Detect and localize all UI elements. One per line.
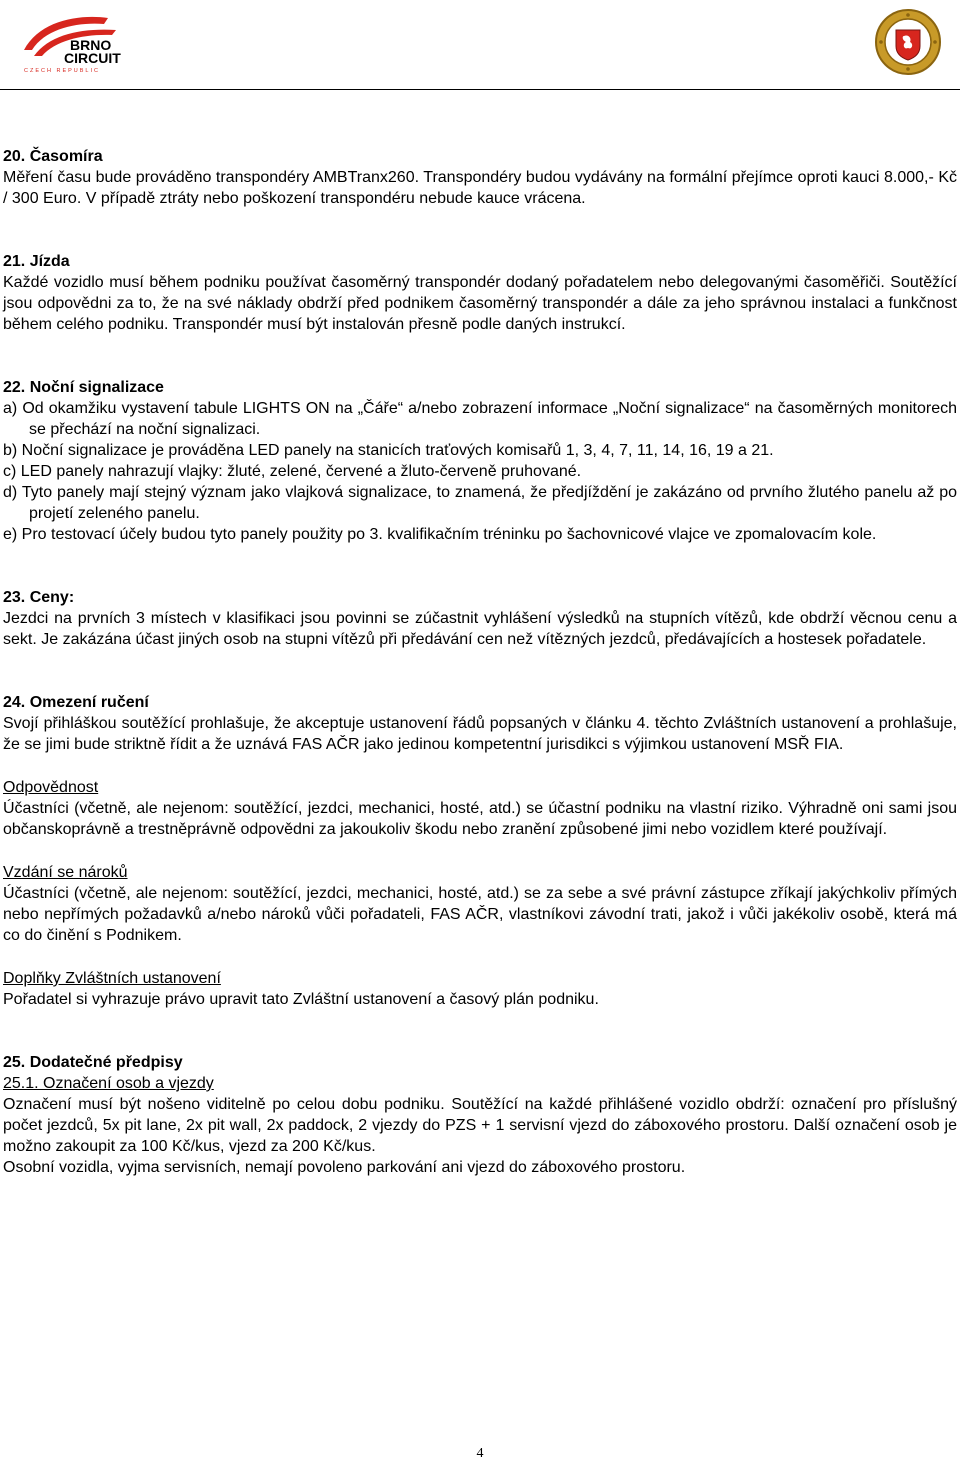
section-23: [3, 587, 957, 650]
subsection-title: Doplňky Zvláštních ustanovení: [3, 970, 221, 987]
logo-text-circuit: CIRCUIT: [64, 50, 121, 66]
section-title: 21. Jízda: [3, 253, 70, 270]
subsection-title: Odpovědnost: [3, 779, 99, 796]
page-header: [0, 0, 960, 100]
paragraph: Účastníci (včetně, ale nejenom: soutěžící, jezdci, mechanici, hosté, atd.) se účastní podniku na vlastní riziko. Výhradně oni sami jsou občanskoprávně a trestněprávně odpovědni za jakoukoliv škodu nebo zranění způsobené jimi nebo vozidlem které používají.: [3, 800, 957, 838]
autoklub-seal-icon: [874, 8, 942, 76]
paragraph: Měření času bude prováděno transpondéry AMBTranx260. Transpondéry budou vydávány na formální přejímce oproti kauci 8.000,- Kč / 300 Euro. V případě ztráty nebo poškození transpondéru nebude kauce vrácena.: [3, 169, 957, 207]
subsection-title: 25.1. Označení osob a vjezdy: [3, 1075, 214, 1092]
list-item: e) Pro testovací účely budou tyto panely použity po 3. kvalifikačním tréninku po šachovnicové vlajce ve zpomalovacím kole.: [3, 526, 877, 543]
subsection-title: Vzdání se nároků: [3, 864, 128, 881]
section-22: [3, 377, 957, 545]
section-20: [3, 146, 957, 209]
section-title: 24. Omezení ručení: [3, 694, 149, 711]
paragraph: Jezdci na prvních 3 místech v klasifikaci jsou povinni se zúčastnit vyhlášení výsledků na stupních vítězů, kde obdrží věcnou cenu a sekt. Je zakázána účast jiných osob na stupni vítězů při předávání cen než vítězných jezdců, předávajících a hostesek pořadatele.: [3, 610, 957, 648]
section-title: 25. Dodatečné předpisy: [3, 1054, 183, 1071]
section-title: 23. Ceny:: [3, 589, 75, 606]
paragraph: Každé vozidlo musí během podniku používat časoměrný transpondér dodaný pořadatelem nebo delegovanými časoměřiči. Soutěžící jsou odpovědni za to, že na své náklady obdrží před podnikem časoměrný transpondér a dále za jeho správnou instalaci a funkčnost během celého podniku. Transpondér musí být instalován přesně podle daných instrukcí.: [3, 274, 957, 333]
paragraph: Svojí přihláškou soutěžící prohlašuje, že akceptuje ustanovení řádů popsaných v článku 4. těchto Zvláštních ustanovení a prohlašuje, že se jimi bude striktně řídit a že uznává FAS AČR jako jedinou kompetentní jurisdikci s výjimkou ustanovení MSŘ FIA.: [3, 715, 957, 753]
list-item: a) Od okamžiku vystavení tabule LIGHTS ON na „Čáře“ a/nebo zobrazení informace „Noční signalizace“ na časoměrných monitorech se přechází na noční signalizaci.: [3, 400, 957, 438]
section-title: 20. Časomíra: [3, 148, 103, 165]
paragraph: Osobní vozidla, vyjma servisních, nemají povoleno parkování ani vjezd do záboxového prostoru.: [3, 1159, 686, 1176]
paragraph: Označení musí být nošeno viditelně po celou dobu podniku. Soutěžící na každé přihlášené vozidlo obdrží: označení pro příslušný počet jezdců, 5x pit lane, 2x pit wall, 2x paddock, 2 vjezdy do PZS + 1 servisní vjezd do záboxového prostoru. Další označení osob je možno zakoupit za 100 Kč/kus, vjezd za 200 Kč/kus.: [3, 1096, 957, 1155]
section-21: [3, 251, 957, 335]
list-item: b) Noční signalizace je prováděna LED panely na stanicích traťových komisařů 1, 3, 4, 7, 11, 14, 16, 19 a 21.: [3, 442, 774, 459]
logo-text-brno: BRNO: [70, 37, 112, 53]
page-number: 4: [476, 1446, 484, 1461]
section-24: [3, 692, 957, 1010]
list-item: d) Tyto panely mají stejný význam jako vlajková signalizace, to znamená, že předjíždění je zakázáno od prvního žlutého panelu až po projetí zeleného panelu.: [3, 484, 957, 522]
logo-text-czech-republic: CZECH REPUBLIC: [24, 68, 100, 74]
header-divider: [0, 89, 960, 90]
brno-circuit-logo: [20, 10, 140, 74]
list-item: c) LED panely nahrazují vlajky: žluté, zelené, červené a žluto-červeně pruhované.: [3, 463, 582, 480]
section-title: 22. Noční signalizace: [3, 379, 164, 396]
paragraph: Účastníci (včetně, ale nejenom: soutěžící, jezdci, mechanici, hosté, atd.) se za sebe a své právní zástupce zříkají jakýchkoliv přímých nebo nepřímých požadavků a/nebo nároků vůči pořadateli, FAS AČR, vlastníkovi závodní trati, jakož i vůči jakékoliv osobě, která má co do činění s Podnikem.: [3, 885, 957, 944]
document-body: [3, 146, 957, 1178]
paragraph: Pořadatel si vyhrazuje právo upravit tato Zvláštní ustanovení a časový plán podniku.: [3, 991, 599, 1008]
section-25: [3, 1052, 957, 1178]
